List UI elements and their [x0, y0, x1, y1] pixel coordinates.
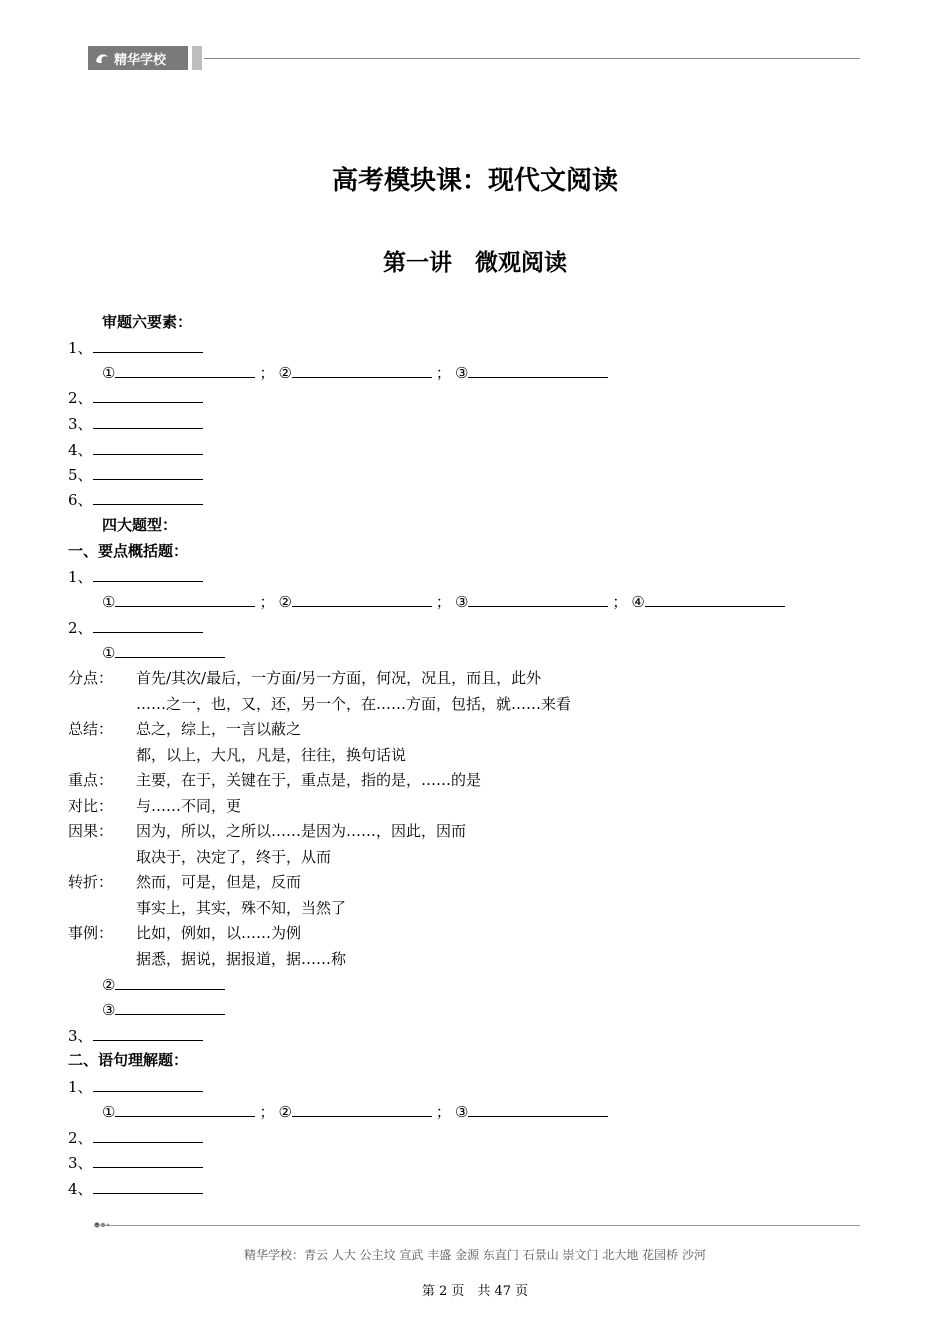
- part2-item-3: 3、: [68, 1153, 203, 1173]
- keyword-line: 比如，例如，以……为例: [136, 924, 302, 942]
- keyword-line: 与……不同，更: [136, 797, 242, 815]
- part2-item-2: 2、: [68, 1128, 203, 1148]
- part2-item-1: 1、: [68, 1077, 203, 1097]
- part2-heading: 二、语句理解题：: [68, 1051, 189, 1069]
- answer-blank[interactable]: [93, 1153, 203, 1168]
- keyword-label: 重点：: [68, 771, 114, 789]
- footer-rule: [94, 1225, 860, 1226]
- keyword-label: 总结：: [68, 720, 114, 738]
- answer-blank[interactable]: [93, 440, 203, 455]
- keyword-line: 首先/其次/最后，一方面/另一方面，何况，况且，而且，此外: [136, 669, 542, 687]
- answer-blank[interactable]: [292, 592, 432, 607]
- keyword-label: 分点：: [68, 669, 114, 687]
- review-item-2: 2、: [68, 388, 203, 408]
- part1-item-2: 2、: [68, 618, 203, 638]
- keyword-line: 总之，综上，一言以蔽之: [136, 720, 302, 738]
- answer-blank[interactable]: [93, 1179, 203, 1194]
- header-tab-decoration: [192, 46, 202, 70]
- keyword-line: 主要，在于，关键在于，重点是，指的是，……的是: [136, 771, 482, 789]
- keyword-line: 因为，所以，之所以……是因为……，因此，因而: [136, 822, 467, 840]
- review-item-5: 5、: [68, 465, 203, 485]
- keyword-label: 转折：: [68, 873, 114, 891]
- answer-blank[interactable]: [115, 643, 225, 658]
- review-item-3: 3、: [68, 414, 203, 434]
- review-item-4: 4、: [68, 440, 203, 460]
- answer-blank[interactable]: [93, 1128, 203, 1143]
- keyword-line: 据悉，据说，据报道，据……称: [136, 950, 347, 968]
- answer-blank[interactable]: [468, 1102, 608, 1117]
- answer-blank[interactable]: [115, 1102, 255, 1117]
- part2-item-1-subs: ① ； ② ； ③: [102, 1102, 608, 1122]
- page-header: [88, 44, 860, 72]
- part1-item-2-sub-3: ③: [102, 1000, 225, 1020]
- logo-swirl-icon: [94, 51, 110, 65]
- header-rule: [204, 58, 860, 59]
- lecture-title: 第一讲 微观阅读: [383, 249, 567, 276]
- keyword-line: ……之一，也，又，还，另一个，在……方面，包括，就……来看: [136, 695, 572, 713]
- keyword-line: 然而，可是，但是，反而: [136, 873, 302, 891]
- answer-blank[interactable]: [93, 1026, 203, 1041]
- review-item-1: 1、: [68, 338, 203, 358]
- answer-blank[interactable]: [645, 592, 785, 607]
- part1-item-2-sub: ①: [102, 643, 225, 663]
- part1-heading: 一、要点概括题：: [68, 542, 189, 560]
- answer-blank[interactable]: [93, 618, 203, 633]
- school-logo: [88, 46, 188, 70]
- answer-blank[interactable]: [115, 975, 225, 990]
- answer-blank[interactable]: [93, 338, 203, 353]
- logo-text: 精华学校: [114, 52, 167, 68]
- keyword-line: 取决于，决定了，终于，从而: [136, 848, 332, 866]
- part2-item-4: 4、: [68, 1179, 203, 1199]
- keyword-label: 事例：: [68, 924, 114, 942]
- answer-blank[interactable]: [115, 1000, 225, 1015]
- answer-blank[interactable]: [468, 592, 608, 607]
- part1-item-1-subs: ① ； ② ； ③ ； ④: [102, 592, 785, 612]
- part1-item-2-sub-2: ②: [102, 975, 225, 995]
- part1-item-3: 3、: [68, 1026, 203, 1046]
- answer-blank[interactable]: [93, 567, 203, 582]
- answer-blank[interactable]: [93, 388, 203, 403]
- answer-blank[interactable]: [93, 490, 203, 505]
- page-number: 第 2 页 共 47 页: [421, 1284, 529, 1299]
- page-title: 高考模块课：现代文阅读: [331, 166, 618, 196]
- keyword-line: 都，以上，大凡，凡是，往往，换句话说: [136, 746, 407, 764]
- keyword-label: 对比：: [68, 797, 114, 815]
- keyword-line: 事实上，其实，殊不知，当然了: [136, 899, 347, 917]
- answer-blank[interactable]: [93, 1077, 203, 1092]
- part1-item-1: 1、: [68, 567, 203, 587]
- answer-blank[interactable]: [115, 363, 255, 378]
- review-item-6: 6、: [68, 490, 203, 510]
- answer-blank[interactable]: [93, 465, 203, 480]
- answer-blank[interactable]: [292, 363, 432, 378]
- section-heading-review: 审题六要素：: [102, 313, 193, 331]
- answer-blank[interactable]: [93, 414, 203, 429]
- answer-blank[interactable]: [115, 592, 255, 607]
- answer-blank[interactable]: [292, 1102, 432, 1117]
- section-heading-types: 四大题型：: [102, 516, 178, 534]
- review-item-1-subs: ① ； ② ； ③: [102, 363, 608, 383]
- answer-blank[interactable]: [468, 363, 608, 378]
- footer-school-list: 精华学校：青云 人大 公主坟 宣武 丰盛 金源 东直门 石景山 崇文门 北大地 花园桥 沙河: [244, 1248, 706, 1262]
- keyword-label: 因果：: [68, 822, 114, 840]
